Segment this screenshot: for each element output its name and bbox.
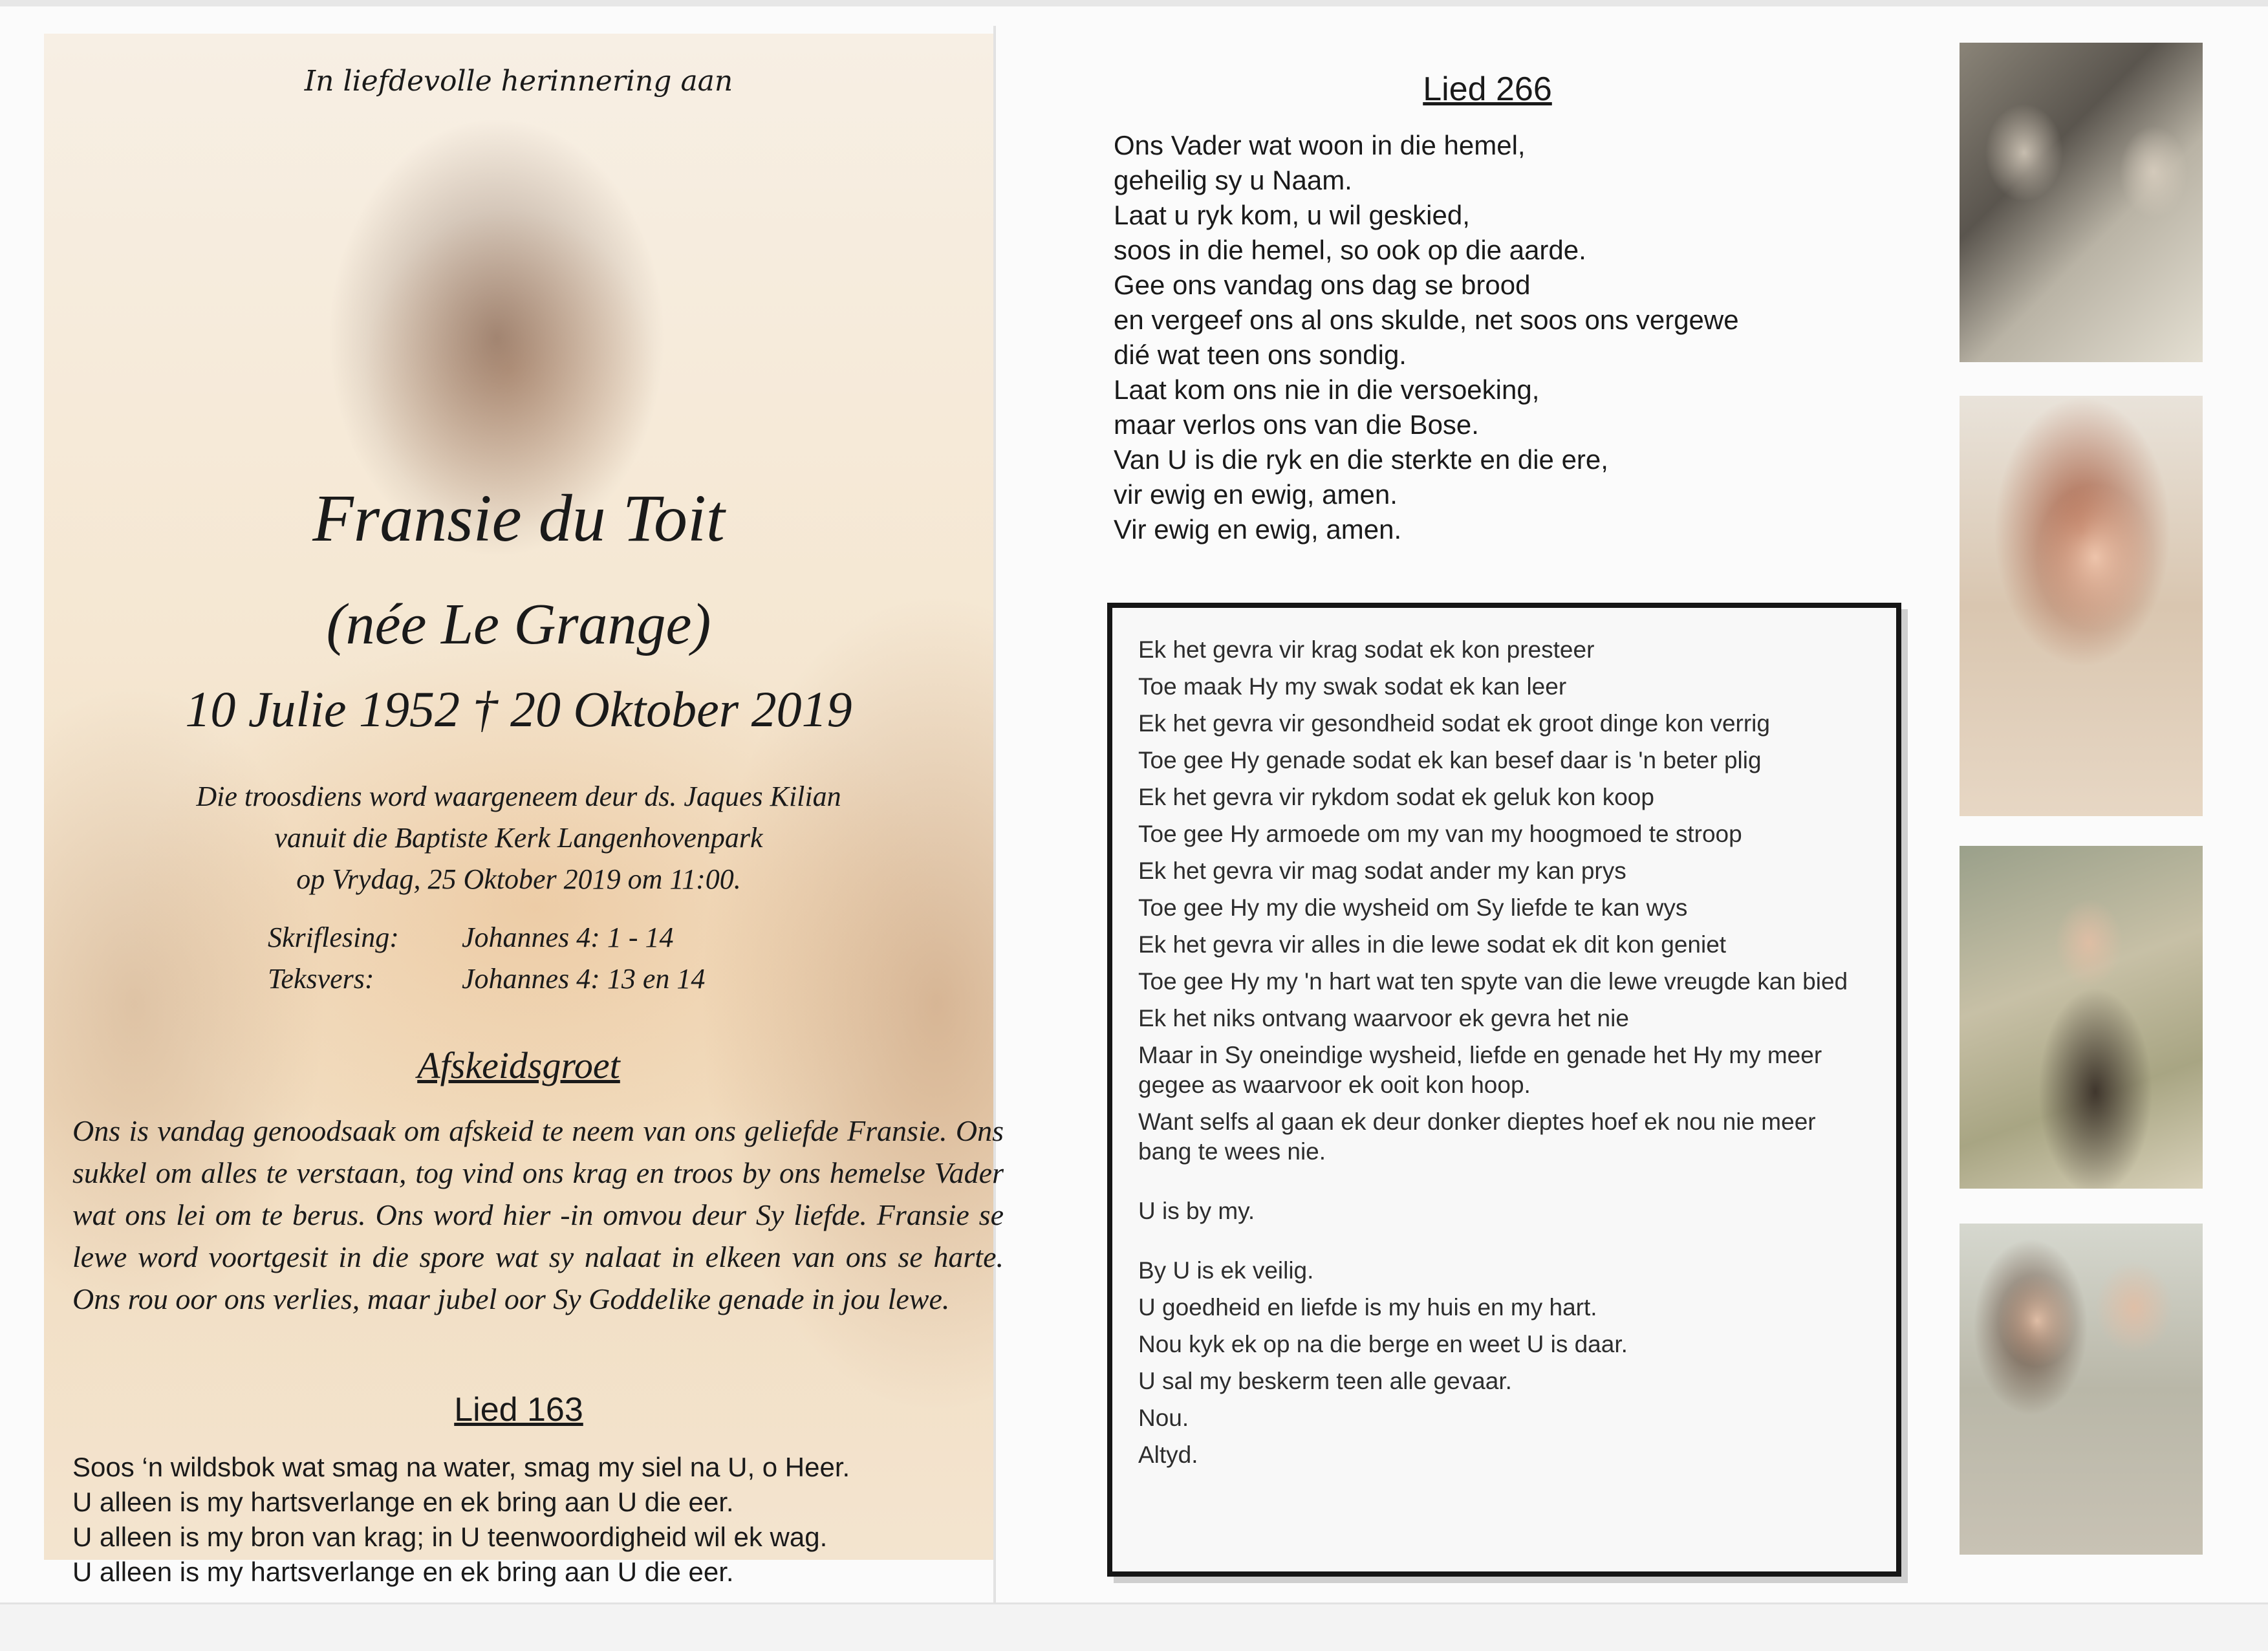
memory-line: In liefdevolle herinnering aan: [304, 65, 733, 98]
reading-value: Johannes 4: 1 - 14: [462, 922, 674, 953]
poem-line: Ek het gevra vir mag sodat ander my kan prys: [1138, 858, 1626, 884]
poem-line: Want selfs al gaan ek deur donker dieptes hoef ek nou nie meer bang te wees nie.: [1138, 1108, 1816, 1165]
lyric-line: Laat u ryk kom, u wil geskied,: [1114, 200, 1470, 230]
poem-line: Maar in Sy oneindige wysheid, liefde en genade het Hy my meer gegee as waarvoor ek ooit kon hoop.: [1138, 1042, 1822, 1098]
lyric-line: Van U is die ryk en die sterkte en die ere,: [1114, 444, 1608, 475]
left-panel-portrait: [44, 34, 1004, 1587]
poem-text: [1138, 635, 1875, 1477]
life-dates: 10 Julie 1952 † 20 Oktober 2019: [185, 681, 852, 737]
farewell-text: Ons is vandag genoodsaak om afskeid te neem van ons geliefde Fransie. Ons sukkel om alles te verstaan, tog vind ons krag en troos by ons hemelse Vader wat ons lei om te berus. Ons word hier -in omvou deur Sy liefde. Fransie se lewe word voortgesit in die spore wat sy nalaat in elkeen van ons se harte. Ons rou oor ons verlies, maar jubel oor Sy Goddelike genade in jou lewe.: [72, 1114, 1004, 1315]
poem-line: Toe maak Hy my swak sodat ek kan leer: [1138, 673, 1567, 700]
hymn-266-heading: Lied 266: [1423, 70, 1552, 108]
lyric-line: U alleen is my hartsverlange en ek bring aan U die eer.: [72, 1487, 734, 1517]
couple-photo: [1960, 1224, 2203, 1555]
lyric-line: Vir ewig en ewig, amen.: [1114, 514, 1402, 545]
service-line: Die troosdiens word waargeneem deur ds. Jaques Kilian: [196, 781, 841, 812]
lyric-line: Soos ‘n wildsbok wat smag na water, smag my siel na U, o Heer.: [72, 1452, 850, 1482]
lyric-line: dié wat teen ons sondig.: [1114, 340, 1407, 370]
hymn-163-heading: Lied 163: [454, 1391, 583, 1429]
poem-line: U sal my beskerm teen alle gevaar.: [1138, 1368, 1512, 1394]
poem-line: U goedheid en liefde is my huis en my hart.: [1138, 1294, 1597, 1321]
lyric-line: U alleen is my bron van krag; in U teenwoordigheid wil ek wag.: [72, 1522, 828, 1552]
poem-line: Ek het niks ontvang waarvoor ek gevra het nie: [1138, 1005, 1629, 1031]
hymn-266-lyrics: [1114, 128, 1890, 547]
garden-photo: [1960, 846, 2203, 1189]
hymn-163-lyrics: [72, 1450, 991, 1590]
lyric-line: geheilig sy u Naam.: [1114, 165, 1352, 195]
poem-line: Toe gee Hy my die wysheid om Sy liefde te kan wys: [1138, 894, 1688, 921]
lyric-line: Gee ons vandag ons dag se brood: [1114, 270, 1531, 300]
maiden-name: (née Le Grange): [326, 592, 711, 656]
portrait-photo: [1960, 396, 2203, 816]
reading-row: [268, 917, 705, 958]
service-details: [44, 776, 993, 900]
poem-line: Ek het gevra vir alles in die lewe sodat ek dit kon geniet: [1138, 931, 1727, 958]
page-top-edge: [0, 0, 2268, 6]
poem-line: Ek het gevra vir krag sodat ek kon presteer: [1138, 636, 1595, 663]
service-line: vanuit die Baptiste Kerk Langenhovenpark: [274, 822, 763, 854]
lyric-line: maar verlos ons van die Bose.: [1114, 409, 1479, 440]
lyric-line: Laat kom ons nie in die versoeking,: [1114, 374, 1540, 405]
poem-line: U is by my.: [1138, 1198, 1255, 1224]
lyric-line: soos in die hemel, so ook op die aarde.: [1114, 235, 1586, 265]
poem-box: [1107, 603, 1901, 1577]
reading-label: Skriflesing:: [268, 922, 399, 953]
poem-line: Toe gee Hy armoede om my van my hoogmoed te stroop: [1138, 821, 1742, 847]
reading-row: [268, 958, 705, 1000]
fold-line: [993, 26, 996, 1604]
poem-line: Nou.: [1138, 1405, 1189, 1431]
deceased-name: Fransie du Toit: [312, 481, 725, 556]
poem-line: Altyd.: [1138, 1441, 1198, 1468]
poem-line: Toe gee Hy genade sodat ek kan besef daar is 'n beter plig: [1138, 747, 1762, 773]
reading-label: Teksvers:: [268, 963, 374, 995]
farewell-heading: Afskeidsgroet: [417, 1044, 620, 1086]
scripture-readings: [268, 917, 705, 1000]
lyric-line: en vergeef ons al ons skulde, net soos ons vergewe: [1114, 305, 1739, 335]
poem-line: Ek het gevra vir rykdom sodat ek geluk kon koop: [1138, 784, 1654, 810]
reading-value: Johannes 4: 13 en 14: [462, 963, 706, 995]
page-bottom-edge: [0, 1602, 2268, 1651]
poem-line: Toe gee Hy my 'n hart wat ten spyte van die lewe vreugde kan bied: [1138, 968, 1848, 995]
poem-line: Nou kyk ek op na die berge en weet U is daar.: [1138, 1331, 1628, 1357]
lyric-line: U alleen is my hartsverlange en ek bring aan U die eer.: [72, 1557, 734, 1587]
lyric-line: vir ewig en ewig, amen.: [1114, 479, 1398, 510]
service-line: op Vrydag, 25 Oktober 2019 om 11:00.: [296, 863, 741, 895]
poem-line: By U is ek veilig.: [1138, 1257, 1314, 1284]
lyric-line: Ons Vader wat woon in die hemel,: [1114, 130, 1526, 160]
poem-line: Ek het gevra vir gesondheid sodat ek groot dinge kon verrig: [1138, 710, 1770, 737]
wedding-photo: [1960, 43, 2203, 362]
